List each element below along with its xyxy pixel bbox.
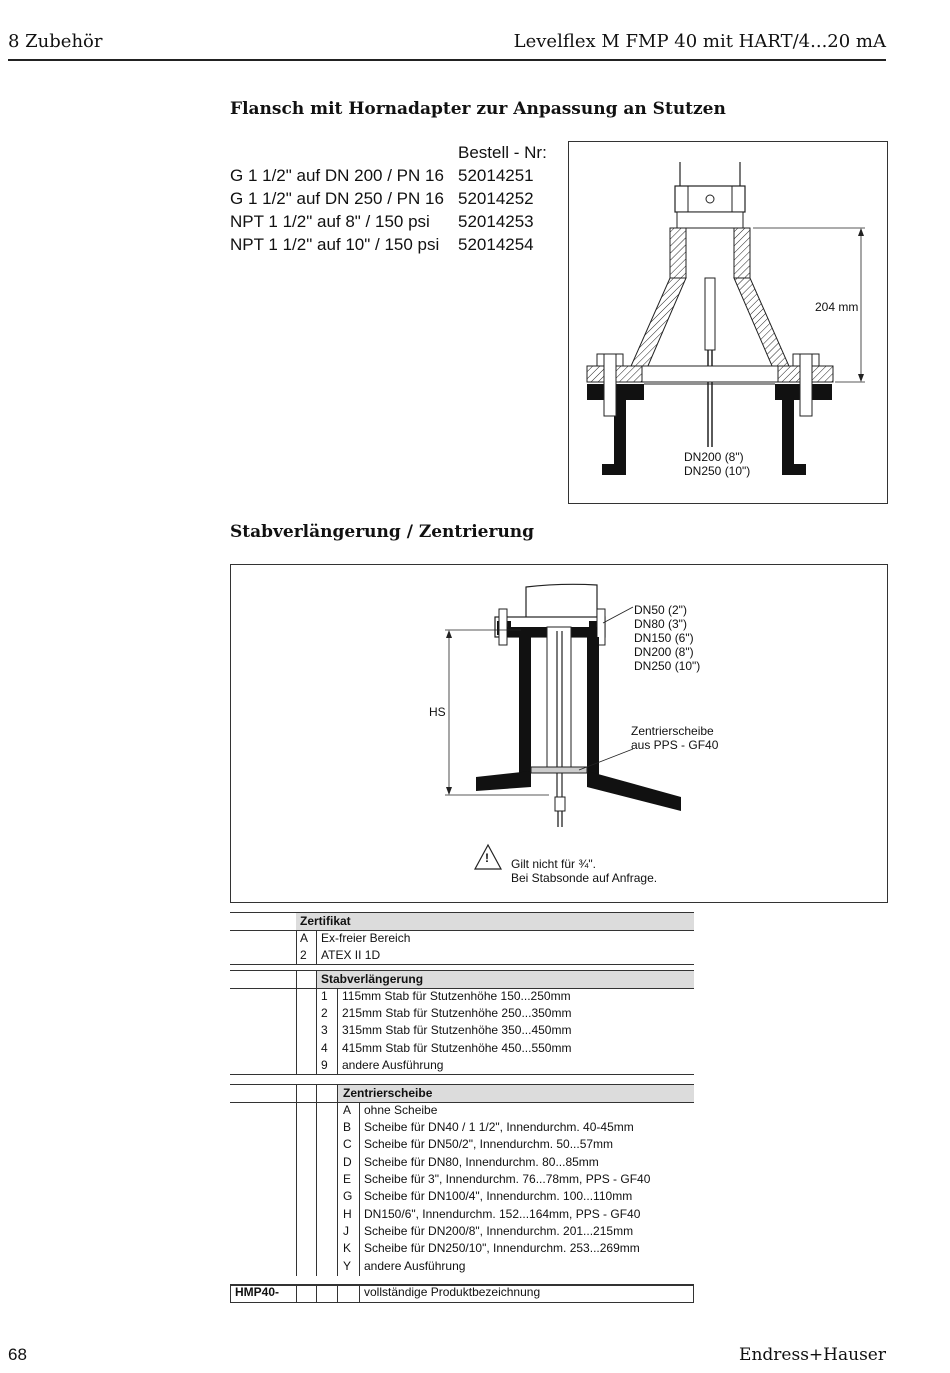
option-text: Scheibe für DN250/10", Innendurchm. 253...269mm — [364, 1241, 640, 1255]
stabverlaengerung-title: Stabverlängerung — [321, 972, 424, 986]
code: 1 — [321, 989, 328, 1003]
option-text: 215mm Stab für Stutzenhöhe 250...350mm — [342, 1006, 572, 1020]
dn-list-label: DN50 (2") DN80 (3") DN150 (6") DN200 (8") DN250 (10") — [634, 603, 701, 673]
warning-note: Gilt nicht für ¾". Bei Stabsonde auf Anfrage. — [511, 857, 658, 885]
order-number: 52014253 — [458, 212, 534, 231]
order-row — [230, 210, 547, 233]
product-title: Levelflex M FMP 40 mit HART/4...20 mA — [513, 31, 886, 52]
code: Y — [343, 1259, 352, 1273]
option-text: Ex-freier Bereich — [321, 931, 411, 945]
option-text: andere Ausführung — [342, 1058, 444, 1072]
product-code: HMP40- — [235, 1285, 280, 1299]
section-title: 8 Zubehör — [8, 31, 103, 52]
option-text: Scheibe für 3", Innendurchm. 76...78mm, PPS - GF40 — [364, 1172, 651, 1186]
order-number: 52014252 — [458, 189, 534, 208]
code: J — [343, 1224, 349, 1238]
order-label: NPT 1 1/2" auf 10" / 150 psi — [230, 235, 440, 254]
order-label: G 1 1/2" auf DN 200 / PN 16 — [230, 166, 444, 185]
order-number: 52014254 — [458, 235, 534, 254]
table-rule — [230, 1102, 694, 1103]
code: C — [343, 1137, 352, 1151]
zertifikat-title: Zertifikat — [300, 914, 351, 928]
code: A — [343, 1103, 352, 1117]
brand-logo: Endress+Hauser — [739, 1345, 886, 1365]
option-text: 115mm Stab für Stutzenhöhe 150...250mm — [342, 989, 571, 1003]
order-row — [230, 187, 547, 210]
code: 2 — [321, 1006, 328, 1020]
zentrierscheibe-title: Zentrierscheibe — [343, 1086, 433, 1100]
code: G — [343, 1189, 353, 1203]
option-text: 415mm Stab für Stutzenhöhe 450...550mm — [342, 1041, 572, 1055]
order-row — [230, 164, 547, 187]
order-label: NPT 1 1/2" auf 8" / 150 psi — [230, 212, 430, 231]
option-text: Scheibe für DN80, Innendurchm. 80...85mm — [364, 1155, 599, 1169]
code: 2 — [300, 948, 307, 962]
table-rule — [230, 1074, 694, 1075]
table-rule — [230, 964, 694, 965]
code: D — [343, 1155, 352, 1169]
option-text: DN150/6", Innendurchm. 152...164mm, PPS - GF40 — [364, 1207, 641, 1221]
option-text: Scheibe für DN40 / 1 1/2", Innendurchm. 40-45mm — [364, 1120, 634, 1134]
order-list — [230, 141, 547, 256]
warning-icon-glyph: ! — [485, 851, 489, 865]
dimension-label: 204 mm — [815, 300, 859, 314]
option-text: Scheibe für DN100/4", Innendurchm. 100...110mm — [364, 1189, 633, 1203]
code: 9 — [321, 1058, 328, 1072]
page-number: 68 — [8, 1345, 27, 1364]
code: H — [343, 1207, 352, 1221]
code: B — [343, 1120, 352, 1134]
code: E — [343, 1172, 352, 1186]
rod-extension-figure — [230, 564, 888, 903]
flange-drawing — [569, 142, 887, 503]
option-text: Scheibe für DN50/2", Innendurchm. 50...57mm — [364, 1137, 614, 1151]
rod-extension-drawing — [231, 565, 887, 902]
stab-heading: Stabverlängerung / Zentrierung — [230, 522, 535, 542]
code: A — [300, 931, 309, 945]
option-text: 315mm Stab für Stutzenhöhe 350...450mm — [342, 1023, 572, 1037]
header-rule — [8, 59, 886, 61]
code: 3 — [321, 1023, 328, 1037]
order-number: 52014251 — [458, 166, 534, 185]
option-text: ATEX II 1D — [321, 948, 381, 962]
flange-horn-adapter-figure — [568, 141, 888, 504]
flansch-heading: Flansch mit Hornadapter zur Anpassung an Stutzen — [230, 99, 726, 119]
group-header-bg — [296, 913, 694, 930]
option-text: ohne Scheibe — [364, 1103, 438, 1117]
code: 4 — [321, 1041, 328, 1055]
order-code-table — [230, 912, 694, 1304]
order-header-row — [230, 141, 547, 164]
summary-text: vollständige Produktbezeichnung — [364, 1285, 541, 1299]
order-label: G 1 1/2" auf DN 250 / PN 16 — [230, 189, 444, 208]
disc-label: Zentrierscheibe aus PPS - GF40 — [631, 724, 719, 752]
hs-label: HS — [429, 705, 446, 719]
order-row — [230, 233, 547, 256]
table-rule — [230, 1302, 694, 1303]
option-text: Scheibe für DN200/8", Innendurchm. 201...215mm — [364, 1224, 634, 1238]
dn-label: DN200 (8") DN250 (10") — [684, 450, 751, 478]
code: K — [343, 1241, 352, 1255]
option-text: andere Ausführung — [364, 1259, 466, 1273]
order-header: Bestell - Nr: — [458, 143, 547, 162]
